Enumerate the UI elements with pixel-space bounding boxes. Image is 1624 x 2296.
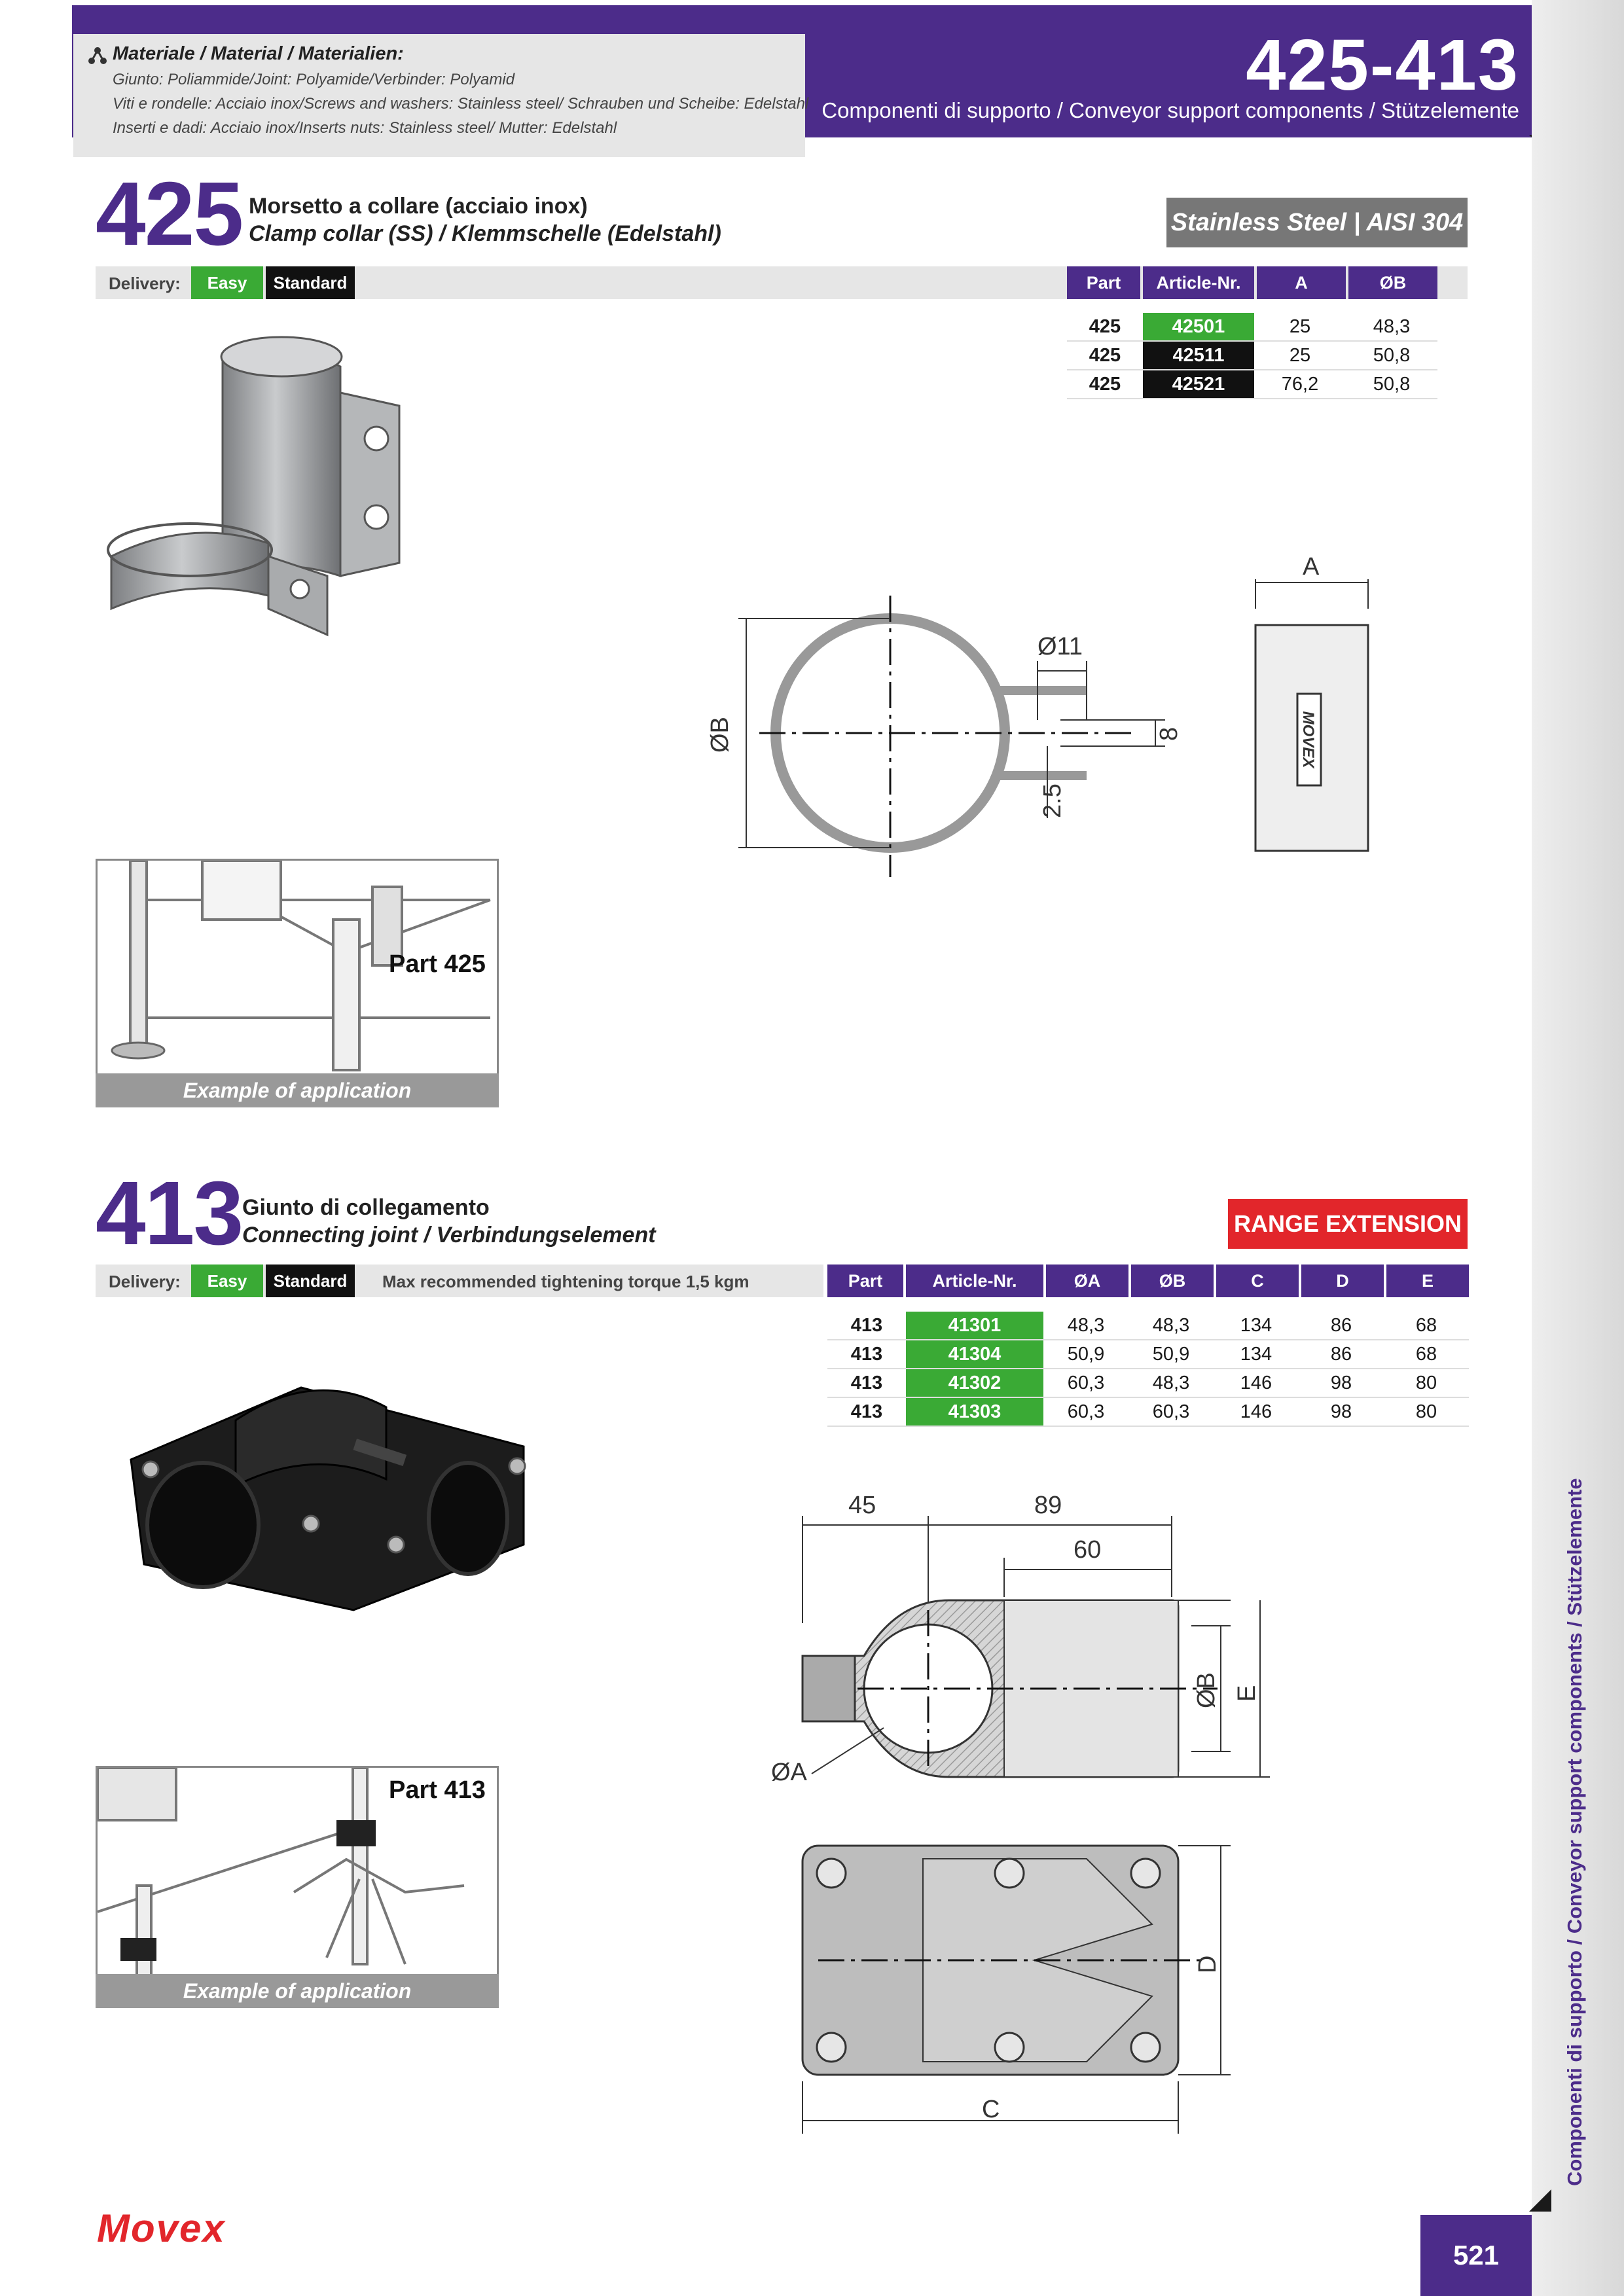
dimension-label: ØB — [1193, 1672, 1220, 1708]
dimension-label: 2.5 — [1039, 783, 1066, 818]
dimension-label: 89 — [1034, 1492, 1062, 1519]
page-subtitle: Componenti di supporto / Conveyor support components / Stützelemente — [821, 98, 1519, 122]
materials-title: Materiale / Material / Materialien: — [113, 43, 404, 64]
column-header: ØA — [1046, 1265, 1128, 1297]
material-badge: Stainless Steel | AISI 304 — [1166, 198, 1468, 247]
clamp-collar-technical-drawing — [681, 550, 1434, 890]
section-title: Giunto di collegamento — [242, 1195, 490, 1220]
table-row: 425 42511 25 50,8 — [1067, 342, 1437, 370]
column-header: A — [1257, 266, 1346, 299]
column-header: D — [1301, 1265, 1384, 1297]
material-line: Viti e rondelle: Acciaio inox/Screws and washers: Stainless steel/ Schrauben und Scheibe: Edelstahl — [113, 95, 809, 113]
application-caption: Example of application — [96, 1974, 499, 2008]
section-title: Morsetto a collare (acciaio inox) — [249, 194, 588, 219]
table-header-413 — [827, 1265, 1469, 1297]
brand-logo: Movex — [97, 2206, 226, 2250]
table-425 — [1067, 313, 1437, 399]
dimension-label: Ø11 — [1038, 633, 1083, 660]
range-extension-badge: RANGE EXTENSION — [1228, 1199, 1468, 1249]
column-header: Part — [827, 1265, 903, 1297]
materials-icon — [88, 46, 107, 65]
delivery-standard-badge: Standard — [266, 266, 355, 299]
material-line: Giunto: Poliammide/Joint: Polyamide/Verbinder: Polyamid — [113, 71, 515, 88]
table-row: 413 41303 60,3 60,3 146 98 80 — [827, 1398, 1469, 1427]
delivery-label: Delivery: — [109, 274, 181, 293]
page-number: 521 — [1420, 2215, 1532, 2296]
dimension-label: 60 — [1074, 1536, 1102, 1564]
column-header: Article-Nr. — [1143, 266, 1254, 299]
connecting-joint-side-drawing — [759, 1492, 1296, 2147]
dimension-label: ØB — [706, 717, 734, 753]
table-row: 425 42501 25 48,3 — [1067, 313, 1437, 342]
dimension-label: ØA — [771, 1759, 807, 1786]
application-caption: Example of application — [96, 1073, 499, 1107]
column-header: ØB — [1348, 266, 1437, 299]
section-number: 413 — [96, 1163, 243, 1264]
column-header: C — [1216, 1265, 1299, 1297]
torque-note: Max recommended tightening torque 1,5 kgm — [382, 1272, 749, 1291]
dimension-label: 8 — [1155, 726, 1183, 741]
dimension-label: D — [1194, 1955, 1221, 1973]
page-code: 425-413 — [1246, 25, 1519, 105]
material-line: Inserti e dadi: Acciaio inox/Inserts nuts: Stainless steel/ Mutter: Edelstahl — [113, 119, 617, 137]
table-header-425 — [1067, 266, 1437, 299]
delivery-easy-badge: Easy — [191, 266, 263, 299]
table-row: 413 41301 48,3 48,3 134 86 68 — [827, 1312, 1469, 1340]
sidebar-text: Componenti di supporto / Conveyor support components / Stützelemente — [1563, 1478, 1586, 2186]
materials-box — [73, 34, 809, 157]
column-header: Article-Nr. — [906, 1265, 1043, 1297]
application-part-label: Part 413 — [389, 1776, 486, 1804]
dimension-label: A — [1303, 553, 1320, 581]
column-header: E — [1386, 1265, 1469, 1297]
stamp-text: MOVEX — [1299, 711, 1317, 768]
connecting-joint-product-image — [105, 1348, 550, 1623]
dimension-label: 45 — [848, 1492, 876, 1519]
dimension-label: E — [1233, 1685, 1261, 1702]
delivery-easy-badge: Easy — [191, 1265, 263, 1297]
section-subtitle: Clamp collar (SS) / Klemmschelle (Edelstahl) — [249, 221, 721, 246]
corner-notch — [1529, 2189, 1551, 2212]
table-row: 425 42521 76,2 50,8 — [1067, 370, 1437, 399]
table-413 — [827, 1312, 1469, 1427]
delivery-standard-badge: Standard — [266, 1265, 355, 1297]
dimension-label: C — [982, 2096, 1000, 2123]
column-header: Part — [1067, 266, 1140, 299]
section-subtitle: Connecting joint / Verbindungselement — [242, 1223, 656, 1247]
table-row: 413 41304 50,9 50,9 134 86 68 — [827, 1340, 1469, 1369]
delivery-label: Delivery: — [109, 1272, 181, 1291]
section-number: 425 — [96, 164, 243, 264]
clamp-collar-product-image — [92, 321, 458, 746]
table-row: 413 41302 60,3 48,3 146 98 80 — [827, 1369, 1469, 1398]
column-header: ØB — [1131, 1265, 1214, 1297]
application-part-label: Part 425 — [389, 950, 486, 978]
